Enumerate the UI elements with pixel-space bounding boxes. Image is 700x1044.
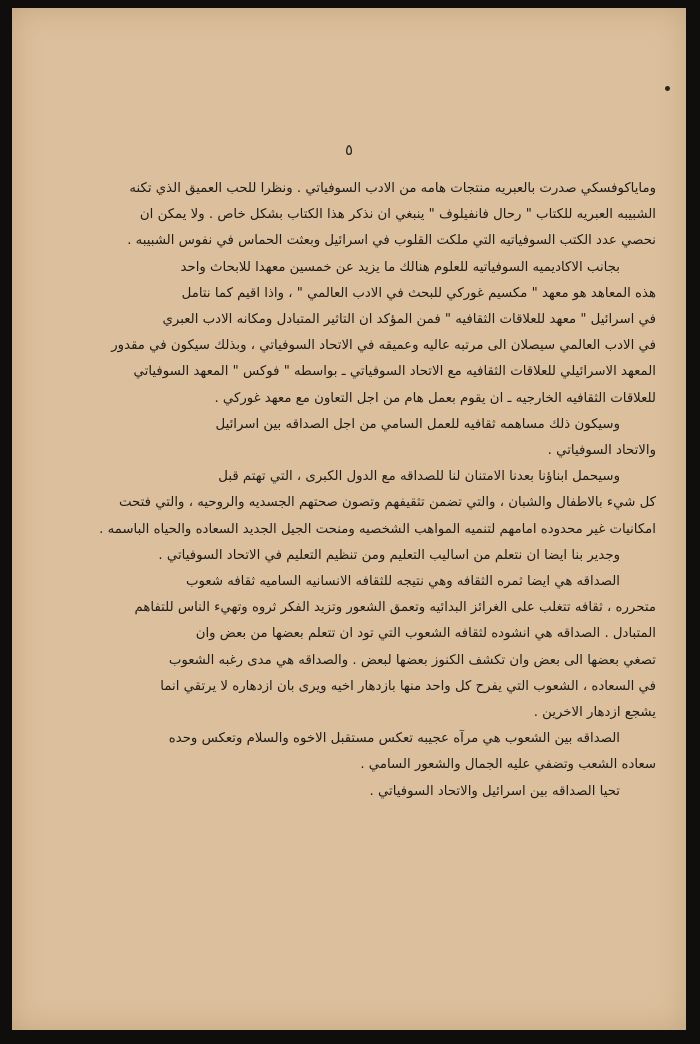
text-line: نحصي عدد الكتب السوفياتيه التي ملكت القلوب في اسرائيل وبعثت الحماس في نفوس الشبيبه . (127, 233, 656, 249)
text-line: امكانيات غير محدوده امامهم لتنميه المواهب الشخصيه ومنحت الجيل الجديد السعاده والحياه الباسمه . (99, 521, 656, 537)
text-line: المتبادل . الصداقه هي انشوده لثقافه الشعوب التي تود ان تتعلم بعضها من بعض وان (195, 626, 656, 642)
text-line: الشبيبه العبريه للكتاب " رحال فانفيلوف " ينبغي ان نذكر هذا الكتاب بشكل خاص . ولا يمكن ان (139, 207, 656, 223)
text-line: وسيحمل ابناؤنا بعدنا الامتنان لنا للصداقه مع الدول الكبرى ، التي تهتم قبل (218, 469, 620, 485)
page-number: ٥ (344, 141, 354, 159)
text-line: يشجع ازدهار الاخرين . (533, 705, 656, 721)
text-line: في الادب العالمي سيصلان الى مرتبه عاليه وعميقه في الاتحاد السوفياتي ، وبذلك سيكون في مقدور (111, 338, 656, 354)
text-line: تحيا الصداقه بين اسرائيل والاتحاد السوفياتي . (369, 783, 620, 799)
document-page (12, 8, 686, 1030)
text-line: تصغي بعضها الى بعض وان تكشف الكنوز بعضها لبعض . والصداقه هي مدى رغبه الشعوب (168, 652, 656, 668)
text-line: كل شيء بالاطفال والشبان ، والتي تضمن تثقيفهم وتصون صحتهم الجسديه والروحيه ، والتي فتحت (118, 495, 656, 511)
text-line: بجانب الاكاديميه السوفياتيه للعلوم هنالك ما يزيد عن خمسين معهدا للابحاث واحد (180, 259, 620, 275)
text-line: متحرره ، ثقافه تتغلب على الغرائز البدائيه وتعمق الشعور وتزيد الفكر ثروه وتهيء الناس للتفاهم (134, 600, 656, 616)
text-line: وماياكوفسكي صدرت بالعبريه منتجات هامه من الادب السوفياتي . ونظرا للحب العميق الذي تكنه (129, 181, 656, 196)
text-line: الصداقه هي ايضا ثمره الثقافه وهي نتيجه للثقافه الانسانيه الساميه ثقافه شعوب (186, 574, 620, 590)
text-line: في السعاده ، الشعوب التي يفرح كل واحد منها بازدهار اخيه ويرى بان ازدهاره لا يرتقي انما (160, 678, 656, 694)
text-line: في اسرائيل " معهد للعلاقات الثقافيه " فمن المؤكد ان التاثير المتبادل ومكانه الادب العبري (162, 312, 656, 328)
body-text (56, 176, 656, 805)
text-line: وسيكون ذلك مساهمه ثقافيه للعمل السامي من اجل الصداقه بين اسرائيل (215, 416, 620, 432)
text-line: وجدير بنا ايضا ان نتعلم من اساليب التعليم ومن تنظيم التعليم في الاتحاد السوفياتي . (158, 547, 620, 563)
text-line: الصداقه بين الشعوب هي مرآه عجيبه تعكس مستقبل الاخوه والسلام وتعكس وحده (168, 731, 620, 747)
text-line: المعهد الاسرائيلي للعلاقات الثقافيه مع الاتحاد السوفياتي ـ بواسطه " فوكس " المعهد السوفياتي (133, 364, 656, 380)
text-line: هذه المعاهد هو معهد " مكسيم غوركي للبحث في الادب العالمي " ، واذا اقيم كما نتامل (181, 285, 656, 301)
text-line: للعلاقات الثقافيه الخارجيه ـ ان يقوم بعمل هام من اجل التعاون مع معهد غوركي . (214, 390, 656, 406)
text-line: والاتحاد السوفياتي . (547, 443, 656, 459)
corner-dot-mark (665, 86, 670, 91)
text-line: سعاده الشعب وتضفي عليه الجمال والشعور السامي . (360, 757, 656, 773)
